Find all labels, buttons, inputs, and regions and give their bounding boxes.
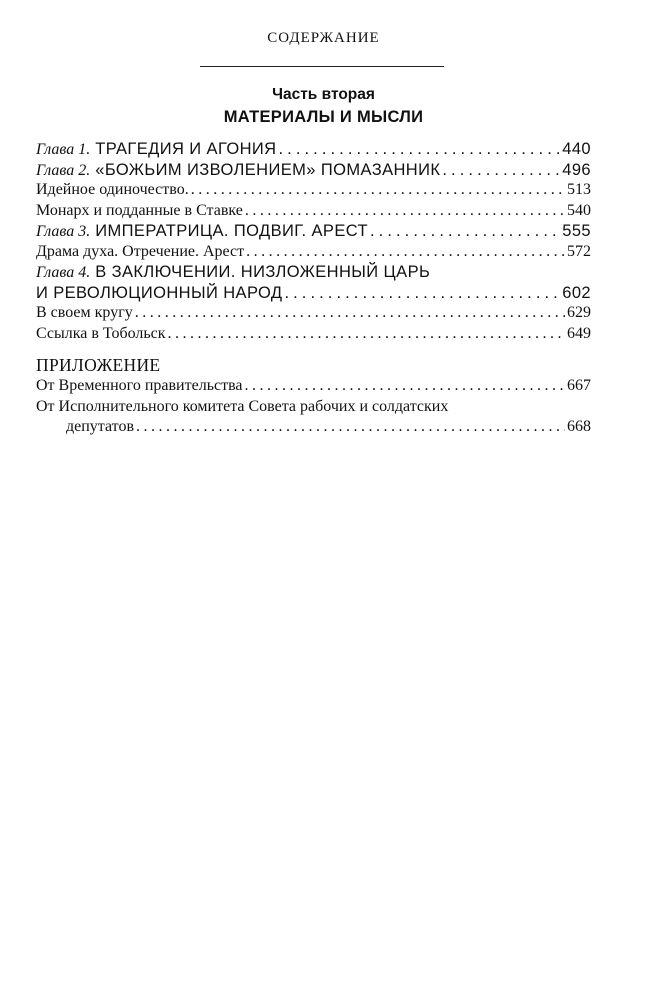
entry-title: Идейное одиночество. <box>36 181 189 198</box>
entry-title: Монарх и подданные в Ставке <box>36 201 243 219</box>
entry-title-continued: депутатов <box>66 418 135 435</box>
entry-title: ТРАГЕДИЯ И АГОНИЯ <box>95 140 277 158</box>
entry-title: В своем кругу <box>36 304 133 321</box>
table-of-contents <box>36 139 591 438</box>
page-number: 649 <box>567 324 591 342</box>
dot-leader <box>370 221 560 242</box>
entry-title: ИМПЕРАТРИЦА. ПОДВИГ. АРЕСТ <box>95 222 368 240</box>
page-number: 513 <box>567 181 591 198</box>
entry-title: Драма духа. Отречение. Арест <box>36 242 245 260</box>
page-header: СОДЕРЖАНИЕ <box>267 30 380 46</box>
chapter-prefix: Глава 2. <box>36 161 91 179</box>
appendix-heading: ПРИЛОЖЕНИЕ <box>36 355 161 375</box>
appendix-entry[interactable] <box>36 376 591 397</box>
page-number: 540 <box>567 201 591 219</box>
page-number: 555 <box>562 222 591 240</box>
page-number: 629 <box>567 304 591 321</box>
entry-title: От Временного правительства <box>36 377 243 394</box>
entry-title: «БОЖЬИМ ИЗВОЛЕНИЕМ» ПОМАЗАННИК <box>95 160 441 179</box>
toc-entry-chapter-1[interactable] <box>36 139 591 160</box>
entry-title: От Исполнительного комитета Совета рабочих и солдатских <box>36 397 449 415</box>
dot-leader <box>168 324 565 345</box>
entry-title: Ссылка в Тобольск <box>36 324 166 342</box>
toc-entry-chapter-3[interactable] <box>36 221 591 242</box>
entry-title-continued: И РЕВОЛЮЦИОННЫЙ НАРОД <box>36 283 283 302</box>
part-title: МАТЕРИАЛЫ И МЫСЛИ <box>223 108 424 126</box>
appendix-entry-cont[interactable] <box>36 417 591 438</box>
dot-leader <box>191 180 565 201</box>
dot-leader <box>279 139 561 160</box>
page-number: 602 <box>562 283 591 302</box>
page-number: 572 <box>567 242 591 260</box>
page-number: 440 <box>562 140 591 158</box>
toc-entry[interactable] <box>36 180 591 201</box>
dot-leader <box>284 283 560 304</box>
page-number: 496 <box>562 160 591 179</box>
appendix-entry[interactable] <box>36 397 591 418</box>
dot-leader <box>442 160 560 181</box>
dot-leader <box>245 376 565 397</box>
toc-entry-chapter-2[interactable] <box>36 160 591 181</box>
chapter-prefix: Глава 4. <box>36 264 91 281</box>
dot-leader <box>135 303 565 324</box>
entry-title: В ЗАКЛЮЧЕНИИ. НИЗЛОЖЕННЫЙ ЦАРЬ <box>95 263 431 281</box>
page-number: 667 <box>567 377 591 394</box>
dot-leader <box>246 242 565 263</box>
toc-entry[interactable] <box>36 242 591 263</box>
chapter-prefix: Глава 3. <box>36 223 91 240</box>
toc-entry-chapter-4[interactable] <box>36 262 591 283</box>
page-number: 668 <box>567 418 591 435</box>
dot-leader <box>136 417 565 438</box>
toc-entry-chapter-4-cont[interactable] <box>36 283 591 304</box>
chapter-prefix: Глава 1. <box>36 141 91 158</box>
toc-entry[interactable] <box>36 303 591 324</box>
toc-entry[interactable] <box>36 324 591 345</box>
toc-entry[interactable] <box>36 201 591 222</box>
part-label: Часть вторая <box>272 86 375 103</box>
dot-leader <box>245 201 565 222</box>
header-rule <box>200 66 444 67</box>
